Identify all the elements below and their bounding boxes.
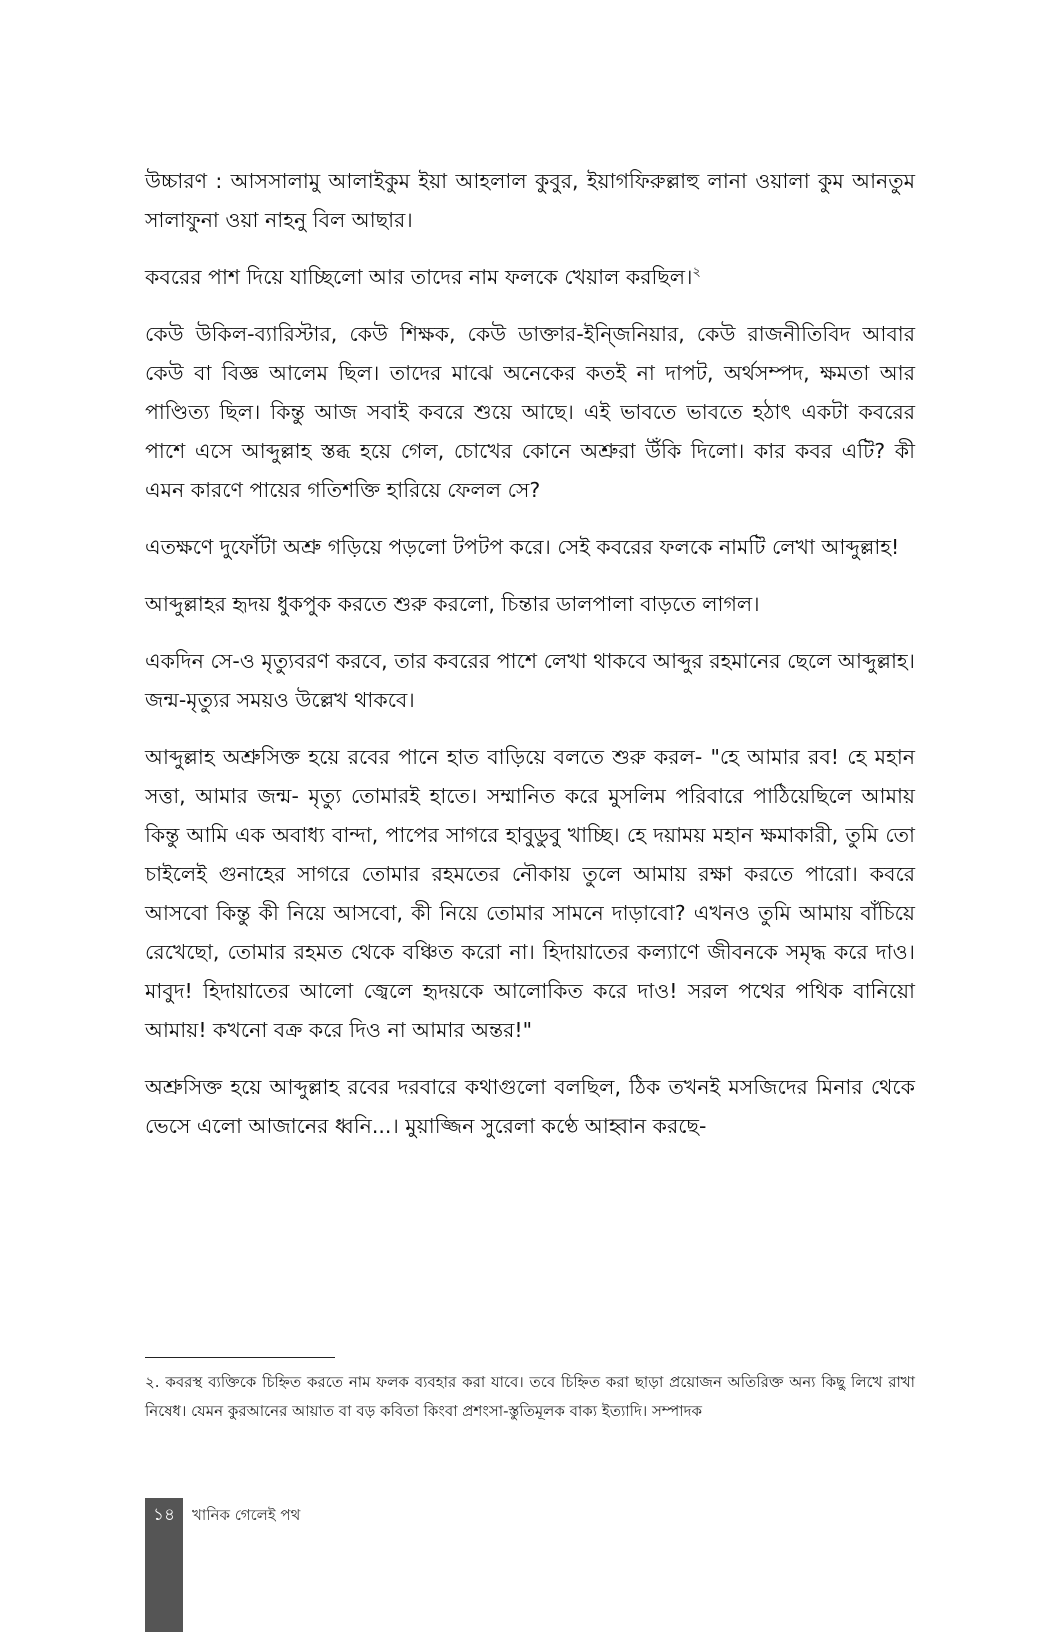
paragraph-prayer: আব্দুল্লাহ অশ্রুসিক্ত হয়ে রবের পানে হাত বাড়িয়ে বলতে শুরু করল- "হে আমার রব! হে মহান সত্তা, আমার জন্ম- মৃত্যু তোমারই হাতে। সম্মানিত করে মুসলিম পরিবারে পাঠিয়েছিলে আমায় কিন্তু আমি এক অবাধ্য বান্দা, পাপের সাগরে হাবুডুবু খাচ্ছি। হে দয়াময় মহান ক্ষমাকারী, তুমি তো চাইলেই গুনাহের সাগরে তোমার রহমতের নৌকায় তুলে আমায় রক্ষা করতে পারো। কবরে আসবো কিন্তু কী নিয়ে আসবো, কী নিয়ে তোমার সামনে দাড়াবো? এখনও তুমি আমায় বাঁচিয়ে রেখেছো, তোমার রহমত থেকে বঞ্চিত করো না। হিদায়াতের কল্যাণে জীবনকে সমৃদ্ধ করে দাও। মাবুদ! হিদায়াতের আলো জ্বেলে হৃদয়কে আলোকিত করে দাও! সরল পথের পথিক বানিয়ো আমায়! কখনো বক্র করে দিও না আমার অন্তর!" xyxy=(145,745,915,1042)
paragraph-grave-walk xyxy=(145,258,915,297)
footnote-marker[interactable]: ২ xyxy=(692,265,701,281)
page-number: ১৪ xyxy=(152,1505,176,1525)
running-book-title: খানিক গেলেই পথ xyxy=(192,1506,301,1524)
footnote-divider xyxy=(145,1357,335,1358)
paragraph-text: কবরের পাশ দিয়ে যাচ্ছিলো আর তাদের নাম ফলকে খেয়াল করছিল। xyxy=(145,265,693,289)
paragraph-tears: এতক্ষণে দুফোঁটা অশ্রু গড়িয়ে পড়লো টপটপ করে। সেই কবরের ফলকে নামটি লেখা আব্দুল্লাহ! xyxy=(145,535,900,559)
paragraph-professions: কেউ উকিল-ব্যারিস্টার, কেউ শিক্ষক, কেউ ডাক্তার-ইন্জিনিয়ার, কেউ রাজনীতিবিদ আবার কেউ বা বিজ্ঞ আলেম ছিল। তাদের মাঝে অনেকের কতই না দাপট, অর্থসম্পদ, ক্ষমতা আর পাণ্ডিত্য ছিল। কিন্তু আজ সবাই কবরে শুয়ে আছে। এই ভাবতে ভাবতে হঠাৎ একটা কবরের পাশে এসে আব্দুল্লাহ স্তব্ধ হয়ে গেল, চোখের কোনে অশ্রুরা উঁকি দিলো। কার কবর এটি? কী এমন কারণে পায়ের গতিশক্তি হারিয়ে ফেলল সে? xyxy=(145,322,915,502)
body-text xyxy=(145,162,915,1164)
paragraph-someday: একদিন সে-ও মৃত্যুবরণ করবে, তার কবরের পাশে লেখা থাকবে আব্দুর রহমানের ছেলে আব্দুল্লাহ। জন্ম-মৃত্যুর সময়ও উল্লেখ থাকবে। xyxy=(145,649,915,712)
paragraph-pronunciation: উচ্চারণ : আসসালামু আলাইকুম ইয়া আহলাল কুবুর, ইয়াগফিরুল্লাহু লানা ওয়ালা কুম আনতুম সালাফুনা ওয়া নাহনু বিল আছার। xyxy=(145,169,915,232)
paragraph-azan: অশ্রুসিক্ত হয়ে আব্দুল্লাহ রবের দরবারে কথাগুলো বলছিল, ঠিক তখনই মসজিদের মিনার থেকে ভেসে এলো আজানের ধ্বনি...। মুয়াজ্জিন সুরেলা কণ্ঠে আহ্বান করছে- xyxy=(145,1075,915,1138)
paragraph-heartbeat: আব্দুল্লাহর হৃদয় ধুকপুক করতে শুরু করলো, চিন্তার ডালপালা বাড়তে লাগল। xyxy=(145,592,760,616)
footnote-text: ২. কবরস্থ ব্যক্তিকে চিহ্নিত করতে নাম ফলক ব্যবহার করা যাবে। তবে চিহ্নিত করা ছাড়া প্রয়োজন অতিরিক্ত অন্য কিছু লিখে রাখা নিষেধ। যেমন কুরআনের আয়াত বা বড় কবিতা কিংবা প্রশংসা-স্তুতিমূলক বাক্য ইত্যাদি। সম্পাদক xyxy=(145,1373,915,1420)
